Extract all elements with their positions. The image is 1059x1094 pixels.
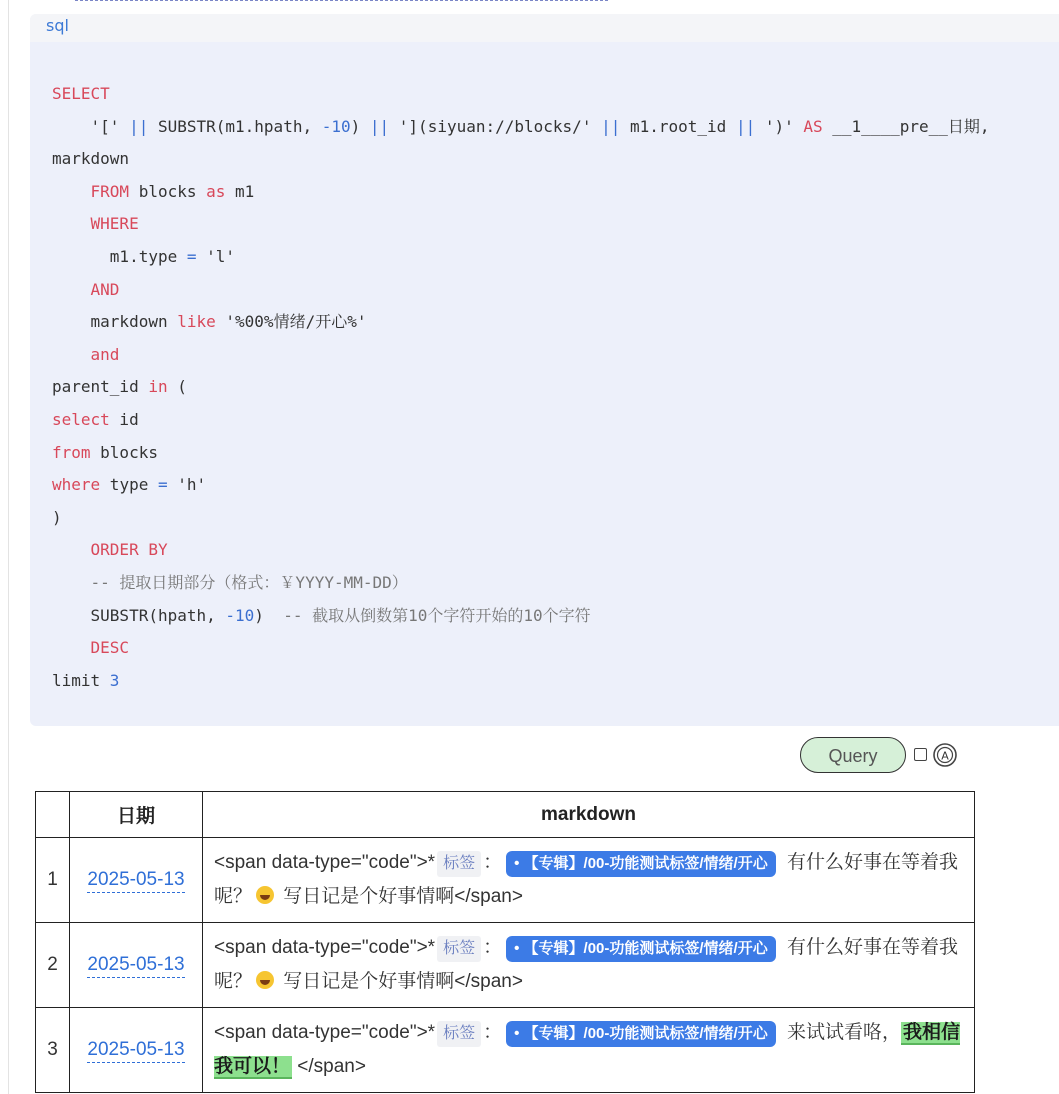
query-button[interactable]: Query <box>800 737 906 773</box>
code-block[interactable] <box>30 14 1059 726</box>
code-token: SUBSTR(hpath, <box>52 605 226 625</box>
code-token: -10 <box>321 116 351 136</box>
markdown-cell <box>203 838 975 923</box>
code-token: FROM <box>90 181 130 201</box>
svg-text:A: A <box>941 749 949 763</box>
date-cell <box>70 923 203 1008</box>
code-block-header <box>30 14 1059 42</box>
date-link[interactable]: 2025-05-13 <box>87 869 184 893</box>
code-token: limit <box>52 670 110 690</box>
markdown-text-end: 写日记是个好事情啊</span> <box>278 971 523 992</box>
markdown-text: 有什么好事在等着我呢？ <box>214 852 958 907</box>
code-line <box>52 600 990 633</box>
date-link[interactable]: 2025-05-13 <box>87 1039 184 1063</box>
code-line <box>52 404 990 437</box>
markdown-text: 来试试看咯， <box>781 1022 901 1043</box>
code-line <box>52 78 990 111</box>
code-token: blocks <box>90 442 158 462</box>
code-token: __1____pre__日期, <box>822 116 990 136</box>
code-token: ) <box>254 605 284 625</box>
code-token: AS <box>803 116 823 136</box>
code-token: = <box>186 246 197 266</box>
code-token: select <box>52 409 110 429</box>
markdown-cell <box>203 923 975 1008</box>
markdown-text-end: </span> <box>292 1056 366 1077</box>
tag-colon: ： <box>483 1022 503 1043</box>
markdown-text: 有什么好事在等着我呢？ <box>214 937 958 992</box>
code-line <box>52 437 990 470</box>
tag-label: 标签 <box>437 936 481 962</box>
code-line <box>52 339 990 372</box>
code-line <box>52 111 990 144</box>
tag-label: 标签 <box>437 851 481 877</box>
code-token: ')' <box>755 116 804 136</box>
code-token: ( <box>167 377 187 397</box>
code-token: where <box>52 475 101 495</box>
code-token: -- 提取日期部分（格式：￥YYYY-MM-DD） <box>90 572 408 592</box>
row-index: 1 <box>36 838 70 923</box>
code-token <box>52 573 91 592</box>
header-markdown: markdown <box>203 792 975 838</box>
highlighted-text: 我相信我可以！ <box>214 1022 961 1077</box>
code-line <box>52 176 990 209</box>
code-line <box>52 274 990 307</box>
tag-colon: ： <box>483 852 503 873</box>
code-token: -- 截取从倒数第10个字符开始的10个字符 <box>283 605 591 625</box>
tag-label: 标签 <box>437 1021 481 1047</box>
auto-refresh-icon[interactable] <box>932 742 958 768</box>
code-token: markdown <box>52 149 130 169</box>
table-row <box>36 923 975 1008</box>
code-line <box>52 665 990 698</box>
code-token: m1.type <box>52 246 187 266</box>
left-border <box>8 0 9 1094</box>
code-token: m1 <box>225 181 255 201</box>
table-header-row <box>36 792 975 838</box>
code-token <box>52 345 91 364</box>
code-line <box>52 143 990 176</box>
code-line <box>52 306 990 339</box>
code-language-label[interactable]: sql <box>46 16 69 35</box>
date-cell <box>70 838 203 923</box>
header-index <box>36 792 70 838</box>
tag-colon: ： <box>483 937 503 958</box>
code-token: in <box>148 377 168 397</box>
code-line <box>52 502 990 535</box>
code-line <box>52 208 990 241</box>
laughing-emoji-icon <box>256 971 274 989</box>
code-token <box>52 214 91 233</box>
date-cell <box>70 1008 203 1093</box>
table-row <box>36 838 975 923</box>
code-line <box>52 371 990 404</box>
code-line <box>52 567 990 600</box>
row-index: 3 <box>36 1008 70 1093</box>
code-token <box>52 280 91 299</box>
code-token: 'l' <box>196 246 236 266</box>
code-token: || <box>601 116 621 136</box>
code-token: -10 <box>225 605 255 625</box>
code-token: 'h' <box>167 475 207 495</box>
laughing-emoji-icon <box>256 886 274 904</box>
code-token: '%00%情绪/开心%' <box>215 312 367 332</box>
tag-chip[interactable]: • 【专辑】/00-功能测试标签/情绪/开心 <box>506 851 776 877</box>
code-token: blocks <box>129 181 207 201</box>
code-token: 3 <box>109 670 120 690</box>
code-token: SELECT <box>52 84 110 103</box>
code-token <box>52 540 91 559</box>
code-token: ) <box>350 116 370 136</box>
code-token: DESC <box>90 638 130 658</box>
code-content[interactable] <box>52 78 990 697</box>
markdown-prefix: <span data-type="code">* <box>214 937 436 958</box>
code-line <box>52 534 990 567</box>
code-token: WHERE <box>90 214 139 234</box>
code-token: ORDER BY <box>90 540 168 560</box>
header-date: 日期 <box>70 792 203 838</box>
date-link[interactable]: 2025-05-13 <box>87 954 184 978</box>
markdown-prefix: <span data-type="code">* <box>214 852 436 873</box>
tag-chip[interactable]: • 【专辑】/00-功能测试标签/情绪/开心 <box>506 936 776 962</box>
code-token: like <box>177 312 216 332</box>
tag-chip[interactable]: • 【专辑】/00-功能测试标签/情绪/开心 <box>506 1021 776 1047</box>
markdown-text-end: 写日记是个好事情啊</span> <box>278 886 523 907</box>
top-dashed-divider <box>75 0 608 1</box>
code-token: from <box>52 442 91 462</box>
code-token: ) <box>52 507 62 527</box>
code-token: AND <box>90 279 120 299</box>
row-index: 2 <box>36 923 70 1008</box>
code-token: m1.root_id <box>620 116 736 136</box>
code-token: '[' <box>52 116 130 136</box>
code-token: type <box>100 475 158 495</box>
code-token: as <box>206 181 226 201</box>
code-token: || <box>129 116 149 136</box>
code-token: and <box>90 344 120 364</box>
code-token: parent_id <box>52 377 149 397</box>
code-line <box>52 241 990 274</box>
code-token: id <box>109 409 139 429</box>
code-line <box>52 632 990 665</box>
auto-query-checkbox[interactable] <box>914 748 927 761</box>
code-line <box>52 469 990 502</box>
code-token: || <box>369 116 390 136</box>
markdown-prefix: <span data-type="code">* <box>214 1022 436 1043</box>
code-token: || <box>735 116 756 136</box>
code-token: '](siyuan://blocks/' <box>389 116 602 136</box>
code-token: = <box>157 475 168 495</box>
result-table <box>35 791 975 1093</box>
table-row <box>36 1008 975 1093</box>
code-token <box>52 638 91 657</box>
markdown-cell <box>203 1008 975 1093</box>
code-token: markdown <box>52 312 178 332</box>
code-token: SUBSTR(m1.hpath, <box>148 116 322 136</box>
code-token <box>52 182 91 201</box>
